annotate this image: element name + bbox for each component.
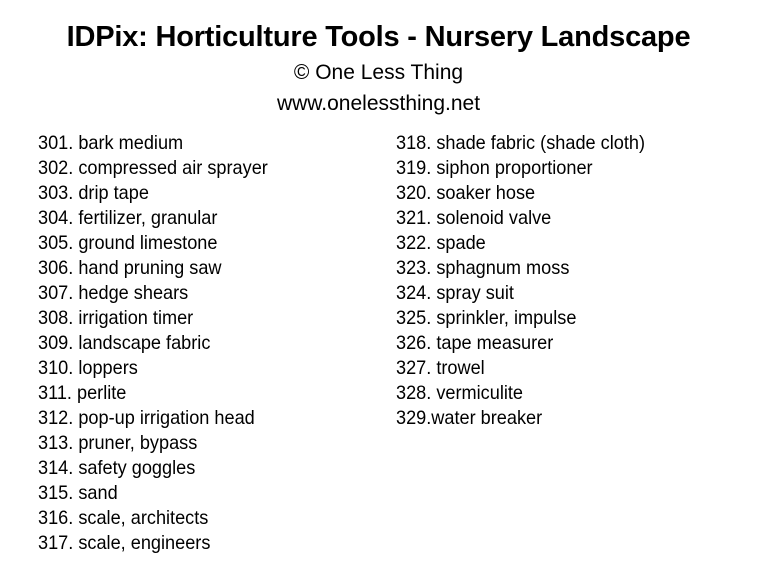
list-item: 317. scale, engineers: [38, 532, 211, 554]
list-item: 308. irrigation timer: [38, 307, 194, 329]
list-item: 324. spray suit: [396, 282, 514, 304]
list-item: 326. tape measurer: [396, 332, 554, 354]
list-left-column: [38, 131, 285, 556]
list-item: 322. spade: [396, 232, 486, 254]
list-item: 309. landscape fabric: [38, 332, 211, 354]
list-item: 316. scale, architects: [38, 507, 209, 529]
list-item: 314. safety goggles: [38, 457, 196, 479]
list-item: 323. sphagnum moss: [396, 257, 570, 279]
list-item: 327. trowel: [396, 357, 485, 379]
list-item: 313. pruner, bypass: [38, 432, 198, 454]
list-right-column: [396, 131, 664, 431]
list-item: 311. perlite: [38, 382, 127, 404]
list-item: 303. drip tape: [38, 182, 149, 204]
list-item: 307. hedge shears: [38, 282, 189, 304]
list-item: 325. sprinkler, impulse: [396, 307, 577, 329]
page-title: IDPix: Horticulture Tools - Nursery Landscape: [66, 21, 691, 53]
list-item: 315. sand: [38, 482, 118, 504]
list-item: 318. shade fabric (shade cloth): [396, 132, 646, 154]
list-item: 304. fertilizer, granular: [38, 207, 218, 229]
website-url: www.onelessthing.net: [276, 92, 481, 115]
list-item: 321. solenoid valve: [396, 207, 552, 229]
list-item: 328. vermiculite: [396, 382, 524, 404]
list-item: 319. siphon proportioner: [396, 157, 593, 179]
list-item: 312. pop-up irrigation head: [38, 407, 255, 429]
copyright-notice: © One Less Thing: [293, 61, 464, 84]
list-item: 310. loppers: [38, 357, 138, 379]
list-item: 302. compressed air sprayer: [38, 157, 268, 179]
list-item: 329.water breaker: [396, 407, 543, 429]
list-item: 306. hand pruning saw: [38, 257, 222, 279]
list-item: 301. bark medium: [38, 132, 184, 154]
list-item: 320. soaker hose: [396, 182, 536, 204]
list-item: 305. ground limestone: [38, 232, 218, 254]
